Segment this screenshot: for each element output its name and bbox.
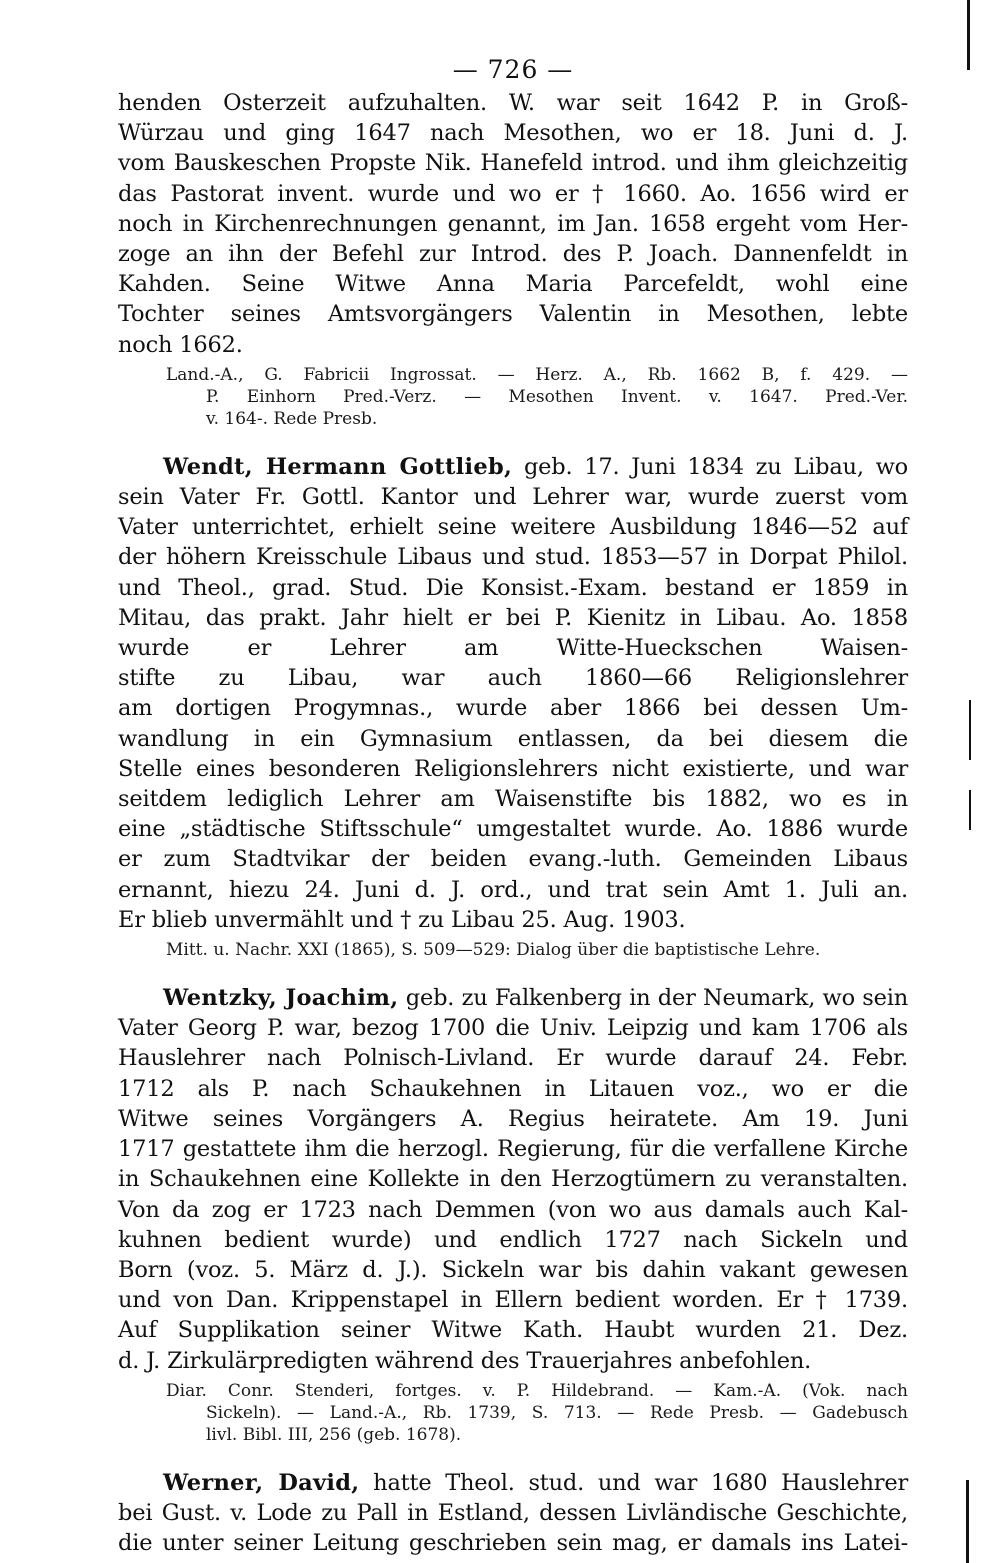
text-line: seitdem lediglich Lehrer am Waisenstifte bis 1882, wo es in: [118, 786, 908, 813]
entry-name: Wendt, Hermann Gottlieb,: [163, 453, 513, 480]
source-line: Sickeln). — Land.-A., Rb. 1739, S. 713. — Rede Presb. — Gadebusch: [206, 1402, 908, 1423]
text-line: der höhern Kreisschule Libaus und stud. 1853—57 in Dorpat Philol.: [118, 544, 908, 571]
entry-first-line: [118, 452, 908, 482]
source-references: [118, 364, 908, 430]
text-line: in Schaukehnen eine Kollekte in den Herzogtümern zu veranstalten.: [118, 1166, 908, 1193]
text-line: Von da zog er 1723 nach Demmen (von wo aus damals auch Kal-: [118, 1196, 908, 1223]
entry-wendt: [118, 452, 908, 961]
right-margin-rule-top: [967, 0, 970, 70]
text-line: er zum Stadtvikar der beiden evang.-luth. Gemeinden Libaus: [118, 846, 908, 873]
text-line: kuhnen bedient wurde) und endlich 1727 nach Sickeln und: [118, 1226, 908, 1253]
text-line: noch in Kirchenrechnungen genannt, im Jan. 1658 ergeht vom Her-: [118, 210, 908, 237]
text-line: henden Osterzeit aufzuhalten. W. war seit 1642 P. in Groß-: [118, 90, 908, 116]
entry-name: Werner, David,: [163, 1469, 360, 1496]
text-line: Würzau und ging 1647 nach Mesothen, wo er 18. Juni d. J.: [118, 120, 908, 147]
text-line: Witwe seines Vorgängers A. Regius heiratete. Am 19. Juni: [118, 1105, 908, 1132]
source-line: livl. Bibl. III, 256 (geb. 1678).: [206, 1424, 462, 1445]
entry-first-line-text: hatte Theol. stud. und war 1680 Hauslehrer: [373, 1469, 909, 1496]
text-line: bei Gust. v. Lode zu Pall in Estland, dessen Livländische Geschichte,: [118, 1499, 908, 1526]
text-line: wandlung in ein Gymnasium entlassen, da bei diesem die: [118, 725, 908, 752]
text-line: Hauslehrer nach Polnisch-Livland. Er wurde darauf 24. Febr.: [118, 1045, 908, 1072]
entry-name: Wentzky, Joachim,: [163, 985, 399, 1012]
text-line: Vater Georg P. war, bezog 1700 die Univ. Leipzig und kam 1706 als: [118, 1015, 908, 1042]
text-line: Kahden. Seine Witwe Anna Maria Parcefeldt, wohl eine: [118, 271, 908, 298]
source-line: Mitt. u. Nachr. XXI (1865), S. 509—529: Dialog über die baptistische Lehre.: [166, 940, 821, 961]
text-line: eine „städtische Stiftsschule“ umgestaltet wurde. Ao. 1886 wurde: [118, 816, 908, 843]
entry-first-line: [118, 983, 908, 1013]
entry-first-line-text: geb. 17. Juni 1834 zu Libau, wo: [523, 453, 909, 480]
text-line: vom Bauskeschen Propste Nik. Hanefeld introd. und ihm gleichzeitig: [118, 150, 908, 177]
text-line: und von Dan. Krippenstapel in Ellern bedient worden. Er † 1739.: [118, 1287, 908, 1314]
text-line: am dortigen Progymnas., wurde aber 1866 bei dessen Um-: [118, 695, 908, 722]
right-margin-rule-middle: [969, 700, 971, 760]
text-line: die unter seiner Leitung geschrieben sein mag, er damals ins Latei-: [118, 1530, 908, 1557]
text-line: 1712 als P. nach Schaukehnen in Litauen voz., wo er die: [118, 1075, 908, 1102]
text-line: das Pastorat invent. wurde und wo er † 1660. Ao. 1656 wird er: [118, 180, 908, 207]
source-line: Diar. Conr. Stenderi, fortges. v. P. Hildebrand. — Kam.-A. (Vok. nach: [166, 1380, 908, 1401]
text-line: Born (voz. 5. März d. J.). Sickeln war bis dahin vakant gewesen: [118, 1256, 908, 1283]
text-line: Vater unterrichtet, erhielt seine weitere Ausbildung 1846—52 auf: [118, 514, 908, 541]
text-line: ernannt, hiezu 24. Juni d. J. ord., und trat sein Amt 1. Juli an.: [118, 876, 908, 903]
entry-first-line-text: geb. zu Falkenberg in der Neumark, wo sein: [405, 985, 908, 1012]
entry-werner: [118, 1468, 908, 1559]
source-line: Land.-A., G. Fabricii Ingrossat. — Herz. A., Rb. 1662 B, f. 429. —: [166, 364, 908, 385]
text-line: Stelle eines besonderen Religionslehrers nicht existierte, und war: [118, 755, 908, 782]
source-line: v. 164-. Rede Presb.: [206, 408, 378, 429]
text-line: und Theol., grad. Stud. Die Konsist.-Exam. bestand er 1859 in: [118, 574, 908, 601]
intro-paragraph: [118, 88, 908, 360]
source-line: P. Einhorn Pred.-Verz. — Mesothen Invent. v. 1647. Pred.-Ver.: [206, 386, 908, 407]
text-line: d. J. Zirkulärpredigten während des Trauerjahres anbefohlen.: [118, 1347, 812, 1374]
text-line: zoge an ihn der Befehl zur Introd. des P. Joach. Dannenfeldt in: [118, 241, 908, 268]
right-margin-rule-bottom: [966, 1480, 969, 1563]
text-line: Tochter seines Amtsvorgängers Valentin in Mesothen, lebte: [118, 301, 908, 328]
text-line: noch 1662.: [118, 331, 243, 358]
text-line: Er blieb unvermählt und † zu Libau 25. Aug. 1903.: [118, 906, 686, 933]
text-line: sein Vater Fr. Gottl. Kantor und Lehrer war, wurde zuerst vom: [118, 484, 908, 511]
text-line: stifte zu Libau, war auch 1860—66 Religionslehrer: [118, 665, 908, 692]
text-line: 1717 gestattete ihm die herzogl. Regierung, für die verfallene Kirche: [118, 1136, 908, 1163]
text-line: wurde er Lehrer am Witte-Hueckschen Waisen-: [118, 635, 908, 662]
source-references: [118, 1380, 908, 1446]
source-references: [118, 939, 908, 961]
entry-first-line: [118, 1468, 908, 1498]
entry-wentzky: [118, 983, 908, 1446]
text-line: Mitau, das prakt. Jahr hielt er bei P. Kienitz in Libau. Ao. 1858: [118, 604, 908, 631]
page-number: — 726 —: [452, 55, 574, 84]
right-margin-rule-mid2: [969, 790, 971, 830]
book-page: [118, 55, 908, 1558]
text-line: Auf Supplikation seiner Witwe Kath. Haubt wurden 21. Dez.: [118, 1317, 908, 1344]
